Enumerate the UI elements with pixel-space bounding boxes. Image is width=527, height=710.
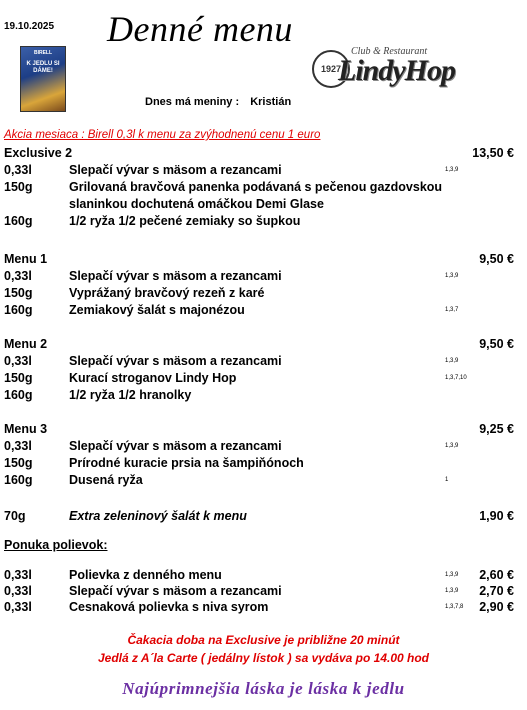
menu-item	[0, 163, 527, 180]
soup-price: 2,70 €	[479, 584, 514, 598]
menu-item	[0, 371, 527, 388]
menu-header	[0, 252, 527, 269]
item-qty: 150g	[4, 286, 33, 300]
item-dish: Vyprážaný bravčový rezeň z karé	[69, 286, 265, 300]
item-qty: 0,33l	[4, 354, 32, 368]
menu-price: 13,50 €	[472, 146, 514, 160]
menu-item	[0, 214, 527, 231]
item-qty: 150g	[4, 456, 33, 470]
menu-name: Menu 1	[4, 252, 48, 266]
item-qty: 160g	[4, 214, 33, 228]
soup-dish: Cesnaková polievka s niva syrom	[69, 600, 269, 614]
restaurant-logo	[308, 40, 458, 92]
menu-item	[0, 388, 527, 405]
item-qty: 0,33l	[4, 163, 32, 177]
menu-price: 9,50 €	[479, 252, 514, 266]
menu-item	[0, 286, 527, 303]
soup-qty: 0,33l	[4, 568, 32, 582]
item-allergens: 1	[445, 477, 449, 483]
soup-dish: Polievka z denného menu	[69, 568, 222, 582]
menu-item	[0, 456, 527, 473]
nameday-value: Kristián	[250, 96, 292, 108]
soup-allergens: 1,3,9	[445, 588, 459, 594]
menu-name: Menu 3	[4, 422, 48, 436]
soup-item	[0, 584, 527, 601]
extra-qty: 70g	[4, 509, 26, 523]
soup-allergens: 1,3,7,8	[445, 604, 464, 610]
footer-wait-time: Čakacia doba na Exclusive je približne 20 minút	[127, 633, 400, 647]
item-allergens: 1,3,9	[445, 273, 459, 279]
item-dish: Zemiakový šalát s majonézou	[69, 303, 245, 317]
nameday	[145, 96, 291, 108]
item-dish: Kurací stroganov Lindy Hop	[69, 371, 237, 385]
item-allergens: 1,3,9	[445, 358, 459, 364]
soup-dish: Slepačí vývar s mäsom a rezancami	[69, 584, 282, 598]
soup-item	[0, 568, 527, 585]
nameday-label: Dnes má meniny :	[145, 96, 240, 108]
item-qty: 0,33l	[4, 269, 32, 283]
item-qty: 160g	[4, 303, 33, 317]
item-qty: 0,33l	[4, 439, 32, 453]
item-qty: 160g	[4, 473, 33, 487]
menu-name: Menu 2	[4, 337, 48, 351]
soups-title: Ponuka polievok:	[4, 538, 108, 552]
menu-name: Exclusive 2	[4, 146, 73, 160]
item-dish: Prírodné kuracie prsia na šampiňónoch	[69, 456, 304, 470]
item-dish: Slepačí vývar s mäsom a rezancami	[69, 439, 282, 453]
item-allergens: 1,3,7	[445, 307, 459, 313]
extra-salad-row	[0, 509, 527, 526]
menu-item	[0, 473, 527, 490]
item-dish: Slepačí vývar s mäsom a rezancami	[69, 163, 282, 177]
item-dish: Slepačí vývar s mäsom a rezancami	[69, 269, 282, 283]
page-title: Denné menu	[107, 9, 293, 49]
extra-dish: Extra zeleninový šalát k menu	[69, 509, 247, 523]
promo-brand: BIRELL	[33, 50, 53, 56]
birell-promo-image	[20, 46, 66, 112]
logo-name: LindyHop	[338, 54, 455, 87]
menu-item	[0, 180, 527, 197]
menu-item	[0, 439, 527, 456]
item-allergens: 1,3,9	[445, 167, 459, 173]
soup-qty: 0,33l	[4, 584, 32, 598]
item-dish: Slepačí vývar s mäsom a rezancami	[69, 354, 282, 368]
extra-price: 1,90 €	[479, 509, 514, 523]
item-dish: Grilovaná bravčová panenka podávaná s pečenou gazdovskou	[69, 180, 443, 194]
footer-motto: Najúprimnejšia láska je láska k jedlu	[122, 679, 405, 698]
footer-alacarte: Jedlá z A´la Carte ( jedálny lístok ) sa vydáva po 14.00 hod	[97, 651, 429, 665]
menu-header	[0, 422, 527, 439]
soup-price: 2,90 €	[479, 600, 514, 614]
menu-item	[0, 354, 527, 371]
menu-item	[0, 269, 527, 286]
item-qty: 160g	[4, 388, 33, 402]
item-dish: Dusená ryža	[69, 473, 143, 487]
menu-date: 19.10.2025	[4, 21, 55, 32]
monthly-promo: Akcia mesiaca : Birell 0,3l k menu za zvýhodnenú cenu 1 euro	[4, 129, 321, 141]
promo-slogan: K JEDLU SI DÁME!	[26, 61, 60, 74]
soup-price: 2,60 €	[479, 568, 514, 582]
logo-tagline: Club & Restaurant	[351, 46, 428, 57]
menu-price: 9,50 €	[479, 337, 514, 351]
menu-header	[0, 337, 527, 354]
menu-item	[0, 303, 527, 320]
item-allergens: 1,3,9	[445, 443, 459, 449]
item-dish: slaninkou dochutená omáčkou Demi Glase	[69, 197, 324, 211]
menu-price: 9,25 €	[479, 422, 514, 436]
item-qty: 150g	[4, 371, 33, 385]
item-qty: 150g	[4, 180, 33, 194]
logo-year: 1927	[320, 64, 342, 74]
menu-header	[0, 146, 527, 163]
item-dish: 1/2 ryža 1/2 pečené zemiaky so šupkou	[69, 214, 301, 228]
menu-item	[0, 197, 527, 214]
item-dish: 1/2 ryža 1/2 hranolky	[69, 388, 192, 402]
soup-qty: 0,33l	[4, 600, 32, 614]
soup-item	[0, 600, 527, 617]
soup-allergens: 1,3,9	[445, 572, 459, 578]
item-allergens: 1,3,7,10	[445, 375, 467, 381]
